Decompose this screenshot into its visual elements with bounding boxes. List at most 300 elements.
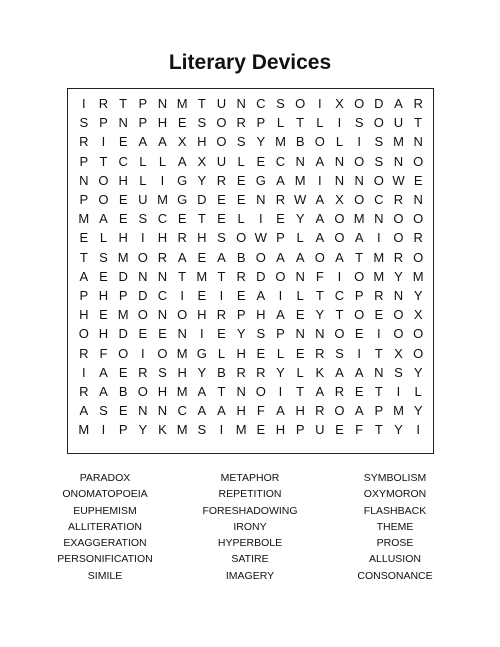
- grid-letter: L: [276, 115, 285, 131]
- grid-letter: N: [236, 383, 246, 399]
- grid-letter: H: [157, 115, 168, 131]
- grid-letter: E: [354, 383, 364, 399]
- grid-letter: E: [256, 345, 266, 361]
- grid-letter: F: [355, 422, 364, 438]
- grid-letter: O: [413, 345, 424, 361]
- grid-letter: O: [373, 172, 384, 188]
- grid-letter: S: [197, 115, 207, 131]
- grid-letter: M: [393, 403, 404, 419]
- grid-letter: A: [99, 364, 108, 380]
- grid-letter: Y: [197, 364, 207, 380]
- grid-letter: R: [413, 96, 423, 112]
- grid-letter: B: [217, 364, 226, 380]
- grid-letter: H: [197, 230, 207, 246]
- grid-letter: S: [394, 364, 403, 380]
- grid-letter: P: [118, 422, 128, 438]
- grid-letter: C: [157, 287, 168, 303]
- grid-letter: S: [217, 230, 226, 246]
- grid-letter: X: [335, 192, 344, 208]
- grid-letter: D: [374, 96, 384, 112]
- grid-letter: A: [354, 230, 364, 246]
- grid-letter: U: [216, 96, 227, 112]
- grid-letter: E: [217, 326, 226, 342]
- grid-letter: A: [276, 307, 285, 323]
- grid-letter: R: [393, 249, 404, 265]
- grid-letter: D: [138, 287, 148, 303]
- grid-letter: P: [118, 287, 128, 303]
- grid-letter: A: [256, 287, 266, 303]
- grid-letter: E: [79, 230, 89, 246]
- grid-letter: N: [256, 192, 266, 208]
- grid-letter: M: [176, 96, 188, 112]
- grid-letter: R: [236, 268, 246, 284]
- grid-letter: P: [99, 115, 108, 131]
- grid-letter: O: [354, 307, 365, 323]
- grid-letter: E: [138, 326, 148, 342]
- grid-letter: Y: [236, 326, 246, 342]
- grid-letter: D: [118, 268, 128, 284]
- grid-letter: E: [99, 307, 108, 323]
- grid-letter: O: [334, 326, 345, 342]
- grid-letter: H: [197, 307, 207, 323]
- grid-letter: R: [98, 96, 109, 112]
- grid-letter: A: [217, 249, 226, 265]
- grid-letter: A: [335, 364, 344, 380]
- grid-letter: I: [337, 115, 342, 131]
- grid-letter: N: [295, 326, 305, 342]
- grid-letter: A: [217, 403, 226, 419]
- grid-letter: E: [276, 211, 285, 227]
- grid-letter: O: [413, 249, 424, 265]
- grid-letter: T: [178, 268, 187, 284]
- grid-letter: N: [157, 268, 168, 284]
- grid-letter: R: [374, 287, 384, 303]
- grid-letter: H: [118, 230, 128, 246]
- grid-letter: N: [413, 134, 423, 150]
- grid-letter: M: [117, 307, 129, 323]
- grid-letter: M: [176, 345, 188, 361]
- word-list-item: IRONY: [233, 520, 267, 533]
- grid-letter: L: [237, 153, 245, 169]
- grid-letter: O: [157, 345, 168, 361]
- word-list-item: THEME: [376, 520, 414, 533]
- grid-letter: N: [177, 326, 187, 342]
- grid-letter: A: [99, 211, 108, 227]
- grid-letter: E: [217, 211, 226, 227]
- grid-letter: A: [138, 134, 148, 150]
- grid-letter: I: [219, 422, 224, 438]
- grid-letter: E: [197, 287, 207, 303]
- grid-letter: G: [177, 172, 188, 188]
- grid-letter: L: [296, 230, 304, 246]
- grid-letter: T: [79, 249, 88, 265]
- grid-letter: Y: [276, 364, 285, 380]
- grid-letter: E: [236, 192, 246, 208]
- grid-letter: A: [99, 383, 108, 399]
- grid-letter: L: [296, 364, 304, 380]
- grid-letter: H: [236, 345, 246, 361]
- word-list-item: SYMBOLISM: [363, 472, 427, 484]
- grid-letter: N: [334, 172, 345, 188]
- grid-letter: Y: [138, 422, 148, 438]
- grid-letter: I: [200, 326, 204, 342]
- grid-letter: Y: [413, 287, 423, 303]
- grid-letter: D: [256, 268, 266, 284]
- grid-letter: S: [276, 96, 285, 112]
- grid-letter: A: [315, 153, 325, 169]
- grid-letter: P: [138, 96, 148, 112]
- grid-letter: E: [354, 326, 364, 342]
- grid-letter: H: [79, 307, 89, 323]
- grid-letter: N: [374, 364, 384, 380]
- grid-letter: M: [373, 268, 385, 284]
- grid-letter: C: [374, 192, 384, 208]
- grid-letter: T: [296, 383, 305, 399]
- grid-letter: Y: [394, 268, 403, 284]
- grid-letter: R: [79, 134, 89, 150]
- grid-letter: O: [393, 211, 404, 227]
- grid-letter: W: [254, 230, 267, 246]
- grid-letter: S: [138, 211, 148, 227]
- word-list-item: IMAGERY: [225, 569, 275, 582]
- grid-letter: N: [157, 96, 168, 112]
- grid-letter: S: [99, 249, 108, 265]
- grid-letter: M: [78, 422, 90, 438]
- word-list-item: EUPHEMISM: [73, 504, 137, 517]
- grid-letter: P: [79, 287, 89, 303]
- grid-letter: O: [314, 249, 325, 265]
- grid-letter: U: [393, 115, 404, 131]
- grid-letter: S: [99, 403, 108, 419]
- grid-letter: O: [334, 403, 345, 419]
- grid-letter: E: [236, 287, 246, 303]
- grid-letter: H: [236, 403, 246, 419]
- grid-letter: E: [413, 172, 423, 188]
- grid-letter: P: [79, 192, 89, 208]
- grid-letter: I: [101, 422, 106, 438]
- grid-letter: E: [295, 307, 305, 323]
- grid-letter: R: [138, 364, 148, 380]
- word-list-item: PERSONIFICATION: [57, 553, 153, 566]
- grid-letter: X: [177, 134, 187, 150]
- grid-letter: E: [256, 422, 266, 438]
- grid-letter: N: [236, 96, 246, 112]
- grid-letter: I: [416, 422, 420, 438]
- grid-letter: P: [354, 287, 364, 303]
- grid-letter: A: [79, 268, 89, 284]
- grid-letter: B: [118, 383, 128, 399]
- grid-letter: A: [197, 383, 207, 399]
- grid-letter: M: [78, 211, 90, 227]
- grid-letter: N: [118, 115, 128, 131]
- grid-letter: L: [316, 115, 324, 131]
- grid-letter: R: [216, 307, 227, 323]
- grid-letter: A: [158, 134, 167, 150]
- grid-letter: A: [394, 96, 403, 112]
- grid-letter: T: [335, 307, 344, 323]
- grid-letter: O: [236, 230, 247, 246]
- grid-letter: N: [138, 268, 148, 284]
- grid-letter: E: [256, 153, 266, 169]
- grid-letter: R: [413, 230, 423, 246]
- grid-letter: X: [394, 345, 403, 361]
- grid-letter: C: [118, 153, 128, 169]
- grid-letter: I: [337, 268, 342, 284]
- grid-letter: L: [217, 345, 226, 361]
- word-list-item: ALLITERATION: [68, 520, 142, 533]
- grid-letter: O: [295, 96, 306, 112]
- grid-letter: C: [275, 153, 286, 169]
- grid-letter: X: [413, 307, 423, 323]
- grid-letter: F: [256, 403, 265, 419]
- grid-letter: A: [335, 249, 344, 265]
- grid-letter: I: [180, 287, 184, 303]
- word-list: [35, 470, 465, 584]
- grid-letter: M: [393, 134, 404, 150]
- grid-letter: N: [315, 326, 325, 342]
- grid-letter: P: [295, 422, 305, 438]
- grid-letter: H: [256, 307, 266, 323]
- grid-letter: P: [374, 403, 384, 419]
- grid-letter: O: [255, 249, 266, 265]
- grid-letter: P: [276, 230, 285, 246]
- grid-letter: Y: [315, 307, 325, 323]
- grid-letter: T: [374, 383, 383, 399]
- grid-letter: M: [235, 422, 247, 438]
- grid-letter: I: [278, 287, 283, 303]
- grid-letter: L: [139, 172, 147, 188]
- grid-letter: E: [374, 307, 384, 323]
- grid-letter: R: [236, 364, 246, 380]
- word-list-item: FORESHADOWING: [202, 504, 298, 517]
- grid-letter: A: [177, 153, 187, 169]
- grid-letter: N: [157, 307, 168, 323]
- grid-letter: N: [295, 153, 305, 169]
- grid-letter: A: [177, 249, 187, 265]
- grid-letter: T: [99, 153, 108, 169]
- grid-letter: C: [157, 211, 168, 227]
- grid-letter: I: [396, 383, 401, 399]
- grid-letter: I: [377, 326, 381, 342]
- grid-letter: O: [354, 153, 365, 169]
- grid-letter: O: [275, 268, 286, 284]
- grid-letter: A: [79, 403, 89, 419]
- grid-letter: E: [118, 211, 128, 227]
- grid-letter: R: [177, 230, 187, 246]
- grid-letter: R: [79, 383, 89, 399]
- word-list-item: CONSONANCE: [357, 569, 433, 582]
- grid-letter: Y: [413, 364, 423, 380]
- grid-letter: O: [393, 230, 404, 246]
- grid-letter: O: [334, 230, 345, 246]
- grid-letter: T: [296, 115, 305, 131]
- grid-letter: L: [414, 383, 422, 399]
- grid-letter: R: [79, 345, 89, 361]
- grid-letter: R: [236, 115, 246, 131]
- grid-letter: R: [216, 172, 227, 188]
- grid-letter: F: [315, 268, 324, 284]
- grid-letter: U: [138, 192, 148, 208]
- grid-letter: M: [353, 211, 365, 227]
- grid-letter: O: [78, 326, 89, 342]
- grid-letter: T: [119, 96, 128, 112]
- grid-letter: H: [98, 287, 109, 303]
- word-list-item: ALLUSION: [369, 553, 421, 566]
- grid-letter: L: [139, 153, 147, 169]
- word-list-item: SATIRE: [231, 553, 269, 566]
- grid-letter: E: [118, 403, 128, 419]
- grid-letter: H: [98, 326, 109, 342]
- grid-letter: S: [354, 115, 364, 131]
- grid-letter: O: [137, 307, 148, 323]
- grid-letter: H: [118, 172, 128, 188]
- grid-letter: I: [82, 96, 86, 112]
- grid-letter: Y: [256, 134, 266, 150]
- grid-letter: A: [276, 403, 285, 419]
- grid-letter: A: [315, 211, 325, 227]
- grid-letter: N: [334, 153, 345, 169]
- grid-letter: E: [295, 345, 305, 361]
- letter-grid: [74, 94, 428, 439]
- grid-letter: B: [236, 249, 246, 265]
- word-list-item: REPETITION: [218, 488, 282, 501]
- grid-letter: S: [374, 134, 384, 150]
- grid-letter: Y: [413, 403, 423, 419]
- grid-letter: D: [197, 192, 207, 208]
- grid-letter: S: [236, 134, 246, 150]
- word-list-item: HYPERBOLE: [217, 537, 283, 550]
- grid-letter: N: [79, 172, 89, 188]
- grid-letter: P: [276, 326, 285, 342]
- grid-letter: S: [335, 345, 344, 361]
- grid-letter: Y: [197, 172, 207, 188]
- grid-letter: G: [177, 192, 188, 208]
- grid-letter: S: [374, 153, 384, 169]
- grid-letter: O: [354, 192, 365, 208]
- grid-letter: I: [377, 230, 381, 246]
- grid-letter: T: [217, 383, 226, 399]
- grid-letter: N: [138, 403, 148, 419]
- grid-letter: E: [118, 364, 128, 380]
- grid-letter: H: [177, 364, 187, 380]
- word-list-item: METAPHOR: [220, 472, 280, 484]
- grid-letter: I: [160, 172, 165, 188]
- grid-letter: S: [197, 422, 207, 438]
- grid-letter: O: [98, 172, 109, 188]
- grid-letter: O: [354, 268, 365, 284]
- word-list-item: ONOMATOPOEIA: [62, 488, 148, 501]
- grid-letter: N: [374, 211, 384, 227]
- grid-letter: E: [217, 192, 226, 208]
- grid-letter: A: [354, 403, 364, 419]
- grid-letter: A: [197, 403, 207, 419]
- grid-letter: T: [197, 211, 206, 227]
- grid-letter: X: [335, 96, 344, 112]
- grid-letter: O: [255, 383, 266, 399]
- grid-letter: I: [82, 364, 86, 380]
- grid-letter: R: [157, 249, 168, 265]
- word-list-item: EXAGGERATION: [63, 537, 147, 550]
- grid-letter: O: [137, 383, 148, 399]
- grid-letter: K: [158, 422, 167, 438]
- grid-letter: S: [158, 364, 167, 380]
- grid-letter: P: [236, 307, 246, 323]
- grid-letter: Y: [295, 211, 305, 227]
- grid-letter: A: [315, 230, 325, 246]
- grid-letter: O: [413, 326, 424, 342]
- grid-letter: I: [318, 172, 322, 188]
- word-list-item: SIMILE: [87, 569, 123, 582]
- grid-letter: K: [315, 364, 325, 380]
- grid-letter: M: [157, 192, 168, 208]
- grid-letter: O: [118, 345, 129, 361]
- grid-letter: A: [354, 364, 364, 380]
- grid-letter: I: [357, 134, 361, 150]
- grid-letter: P: [256, 115, 266, 131]
- grid-letter: S: [79, 115, 89, 131]
- grid-letter: N: [354, 172, 364, 188]
- grid-letter: R: [393, 192, 404, 208]
- grid-letter: O: [177, 307, 188, 323]
- grid-letter: G: [255, 172, 266, 188]
- grid-letter: T: [217, 268, 226, 284]
- grid-letter: M: [412, 268, 424, 284]
- grid-letter: O: [137, 249, 148, 265]
- grid-letter: H: [157, 383, 168, 399]
- grid-letter: H: [197, 134, 207, 150]
- word-list-item: OXYMORON: [363, 488, 427, 501]
- grid-letter: R: [256, 364, 266, 380]
- grid-letter: I: [141, 345, 145, 361]
- grid-letter: M: [294, 172, 306, 188]
- grid-letter: L: [237, 211, 245, 227]
- grid-letter: T: [374, 422, 383, 438]
- grid-letter: E: [177, 211, 187, 227]
- grid-letter: L: [296, 287, 304, 303]
- grid-letter: D: [118, 326, 128, 342]
- grid-letter: E: [118, 192, 128, 208]
- word-list-item: PARADOX: [79, 472, 131, 484]
- grid-letter: W: [294, 192, 307, 208]
- grid-letter: I: [141, 230, 145, 246]
- grid-letter: M: [176, 383, 188, 399]
- grid-letter: O: [373, 115, 384, 131]
- grid-letter: E: [335, 422, 344, 438]
- grid-letter: T: [374, 345, 383, 361]
- grid-letter: M: [275, 134, 286, 150]
- grid-letter: R: [315, 345, 325, 361]
- grid-letter: O: [354, 96, 365, 112]
- grid-letter: A: [276, 249, 285, 265]
- grid-letter: C: [256, 96, 266, 112]
- grid-letter: Y: [394, 422, 403, 438]
- grid-letter: E: [177, 115, 187, 131]
- grid-letter: C: [334, 287, 345, 303]
- grid-letter: N: [393, 153, 404, 169]
- grid-letter: H: [295, 403, 305, 419]
- grid-letter: G: [196, 345, 207, 361]
- grid-letter: I: [278, 383, 283, 399]
- grid-letter: T: [315, 287, 324, 303]
- grid-letter: N: [393, 287, 404, 303]
- page-title: Literary Devices: [168, 51, 332, 74]
- grid-letter: A: [315, 383, 325, 399]
- grid-letter: L: [158, 153, 167, 169]
- grid-letter: N: [295, 268, 305, 284]
- grid-letter: W: [392, 172, 405, 188]
- grid-letter: I: [101, 134, 106, 150]
- grid-letter: O: [393, 307, 404, 323]
